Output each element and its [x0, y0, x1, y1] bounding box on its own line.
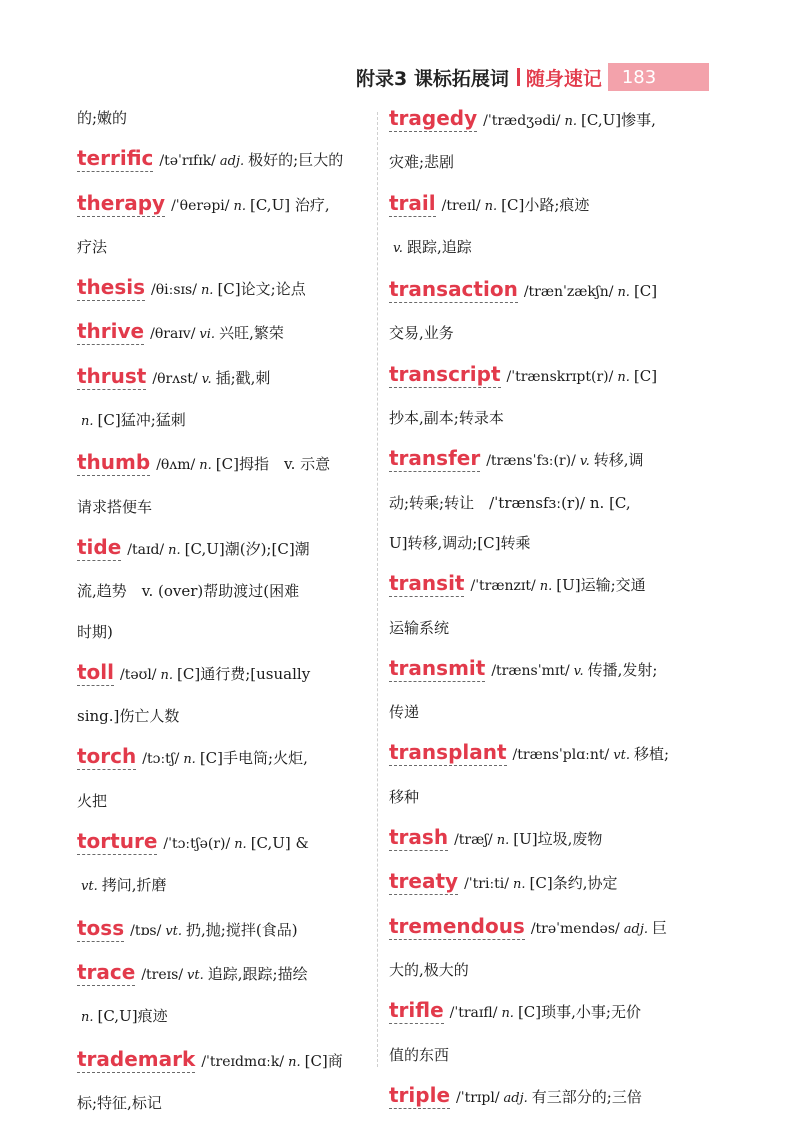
entry-line [389, 398, 673, 438]
definition: [C,U]惨事, [581, 111, 656, 129]
definition: [C] [633, 282, 658, 301]
phonetic: /ˈtrædʒədi/ [483, 113, 561, 129]
entry-line [77, 527, 367, 571]
entry-line [389, 227, 673, 269]
definition: 跟踪,追踪 [406, 237, 472, 256]
entry-line [77, 652, 367, 696]
entry-line [77, 356, 367, 400]
part-of-speech: adj. [219, 154, 245, 170]
definition: [C,U] & [250, 834, 309, 853]
entry-line [77, 487, 367, 527]
part-of-speech: v. [573, 663, 584, 679]
entry-line [389, 777, 673, 817]
dictionary-entry [389, 648, 673, 733]
phonetic: /taɪd/ [127, 541, 165, 558]
part-of-speech: n. [81, 1010, 94, 1026]
entry-line [77, 267, 367, 311]
entry-line [77, 1083, 367, 1123]
dictionary-entry [389, 183, 673, 270]
phonetic: /θiːsɪs/ [151, 282, 197, 299]
definition: 值的东西 [389, 1045, 450, 1064]
definition: [C]通行费;[usually [177, 664, 311, 683]
entry-line [389, 906, 673, 950]
headword: triple [389, 1082, 451, 1107]
headword: torch [77, 744, 137, 769]
headword: transmit [389, 655, 486, 680]
phonetic: /ˈtrænzɪt/ [470, 578, 536, 595]
dictionary-entry [389, 861, 673, 905]
part-of-speech: n. [81, 414, 94, 430]
definition: [C]小路;痕迹 [501, 195, 590, 214]
entry-line [389, 438, 673, 482]
headword: thrust [77, 363, 147, 388]
headword: transit [389, 571, 465, 596]
headword: trademark [77, 1046, 196, 1071]
part-of-speech: n. [484, 198, 498, 214]
entry-line [389, 732, 673, 776]
entry-line [77, 311, 367, 355]
headword: thrive [77, 319, 145, 344]
definition: 运输系统 [389, 618, 450, 637]
dictionary-entry [389, 563, 673, 648]
phonetic: /tɒs/ [130, 922, 162, 939]
entry-line [389, 648, 673, 692]
definition: [C]商 [304, 1051, 343, 1070]
dictionary-entry [77, 356, 367, 443]
entry-line [389, 98, 673, 142]
entry-line [389, 1075, 673, 1119]
headword: tremendous [389, 913, 525, 938]
page-number: 183 [608, 63, 709, 91]
dictionary-entry [77, 527, 367, 652]
part-of-speech: n. [513, 877, 526, 893]
definition: [C]拇指 v. 示意 [215, 455, 331, 474]
headword: transcript [389, 361, 501, 386]
phonetic: /θraɪv/ [150, 326, 196, 343]
entry-line [389, 817, 673, 861]
entry-line [77, 696, 367, 736]
dictionary-entry [389, 817, 673, 861]
definition: 大的,极大的 [389, 960, 469, 979]
definition: [C]条约,协定 [529, 874, 618, 893]
phonetic: /ˈθerəpi/ [171, 197, 230, 214]
entry-line [77, 821, 367, 865]
phonetic: /ˈtɔːtʃə(r)/ [163, 836, 231, 853]
definition: [C]论文;论点 [217, 280, 306, 299]
dictionary-entry [77, 267, 367, 311]
definition: [C]琐事,小事;无价 [517, 1003, 641, 1022]
entry-line [389, 950, 673, 990]
phonetic: /trəˈmendəs/ [530, 920, 620, 937]
definition: 标;特征,标记 [77, 1093, 162, 1112]
entry-line [77, 908, 367, 952]
entry-line [389, 313, 673, 353]
definition: 移种 [389, 787, 420, 806]
headword: trail [389, 190, 436, 215]
dictionary-entry [389, 906, 673, 991]
headword: tide [77, 534, 122, 559]
definition: 传递 [389, 703, 420, 722]
dictionary-entry [389, 269, 673, 354]
part-of-speech: n. [233, 198, 247, 214]
dictionary-entry [77, 183, 367, 268]
part-of-speech: n. [539, 579, 553, 595]
phonetic: /θʌm/ [156, 457, 196, 474]
continuation-line: 的;嫩的 [77, 109, 128, 127]
definition: [C,U] 治疗, [250, 195, 330, 214]
entry-line [77, 612, 367, 652]
dictionary-entry [77, 138, 367, 182]
column-divider [377, 112, 378, 1067]
headword: trifle [389, 998, 444, 1023]
dictionary-entry [77, 908, 367, 952]
part-of-speech: n. [160, 667, 174, 683]
definition: 拷问,折磨 [101, 876, 167, 895]
headword: terrific [77, 146, 154, 171]
definition: [U]垃圾,废物 [513, 830, 603, 849]
part-of-speech: n. [234, 837, 247, 853]
dictionary-entry [77, 1039, 367, 1124]
definition: 疗法 [77, 237, 108, 256]
dictionary-entry [389, 438, 673, 563]
part-of-speech: adj. [623, 921, 648, 937]
phonetic: /təʊl/ [120, 666, 157, 683]
part-of-speech: v. [393, 240, 403, 256]
headword: torture [77, 829, 158, 854]
definition: [C]猛冲;猛刺 [97, 411, 186, 430]
definition: [C,U]痕迹 [97, 1007, 168, 1026]
phonetic: /trænsˈfɜː(r)/ [486, 453, 576, 470]
headword: trace [77, 959, 136, 984]
header-divider [517, 68, 520, 86]
dictionary-entry [77, 736, 367, 821]
entry-line [389, 861, 673, 905]
definition: [C] [633, 366, 658, 385]
definition: 灾难;悲剧 [389, 153, 455, 172]
phonetic: /træʃ/ [454, 832, 493, 849]
dictionary-entry [77, 952, 367, 1039]
headword: thumb [77, 450, 151, 475]
definition: 插;戳,刺 [215, 368, 271, 387]
page-header [356, 62, 709, 92]
phonetic: /ˈtreɪdmɑːk/ [201, 1053, 285, 1070]
part-of-speech: n. [199, 458, 212, 474]
section-subtitle: 随身速记 [525, 67, 602, 90]
entry-line [77, 865, 367, 907]
entry-line [389, 990, 673, 1034]
part-of-speech: vi. [199, 327, 216, 343]
part-of-speech: n. [288, 1054, 301, 1070]
definition: 火把 [77, 791, 108, 810]
part-of-speech: n. [496, 833, 510, 849]
definition: 兴旺,繁荣 [219, 324, 284, 343]
definition: 交易,业务 [389, 324, 454, 343]
phonetic: /treɪs/ [141, 966, 184, 983]
part-of-speech: vt. [81, 879, 98, 895]
definition: 转移,调 [593, 451, 644, 470]
part-of-speech: vt. [165, 923, 183, 939]
phonetic: /ˈtriːti/ [464, 876, 509, 893]
dictionary-entry [389, 98, 673, 183]
entry-line [389, 142, 673, 182]
phonetic: /ˈtraɪfl/ [449, 1005, 498, 1022]
entry-line [389, 354, 673, 398]
headword: toll [77, 659, 115, 684]
entry-line [77, 400, 367, 442]
entry-line [77, 996, 367, 1038]
dictionary-entry [389, 732, 673, 817]
entry-line [77, 571, 367, 611]
phonetic: /təˈrɪfɪk/ [159, 153, 216, 170]
dictionary-entry [389, 990, 673, 1075]
entry-line [389, 692, 673, 732]
dictionary-entry [389, 354, 673, 439]
phonetic: /ˈtrɪpl/ [456, 1089, 500, 1106]
phonetic: /trænˈzækʃn/ [523, 284, 614, 301]
right-column [389, 98, 673, 1119]
headword: treaty [389, 869, 459, 894]
definition: 巨 [652, 918, 668, 937]
definition: 扔,抛;搅拌(食品) [186, 920, 298, 939]
headword: transaction [389, 277, 518, 302]
entry-line [77, 227, 367, 267]
definition: 追踪,跟踪;描绘 [207, 964, 308, 983]
headword: toss [77, 915, 125, 940]
phonetic: /trænsˈmɪt/ [491, 662, 570, 679]
entry-line [77, 1039, 367, 1083]
entry-line [77, 952, 367, 996]
entry-line [389, 608, 673, 648]
definition: [U]运输;交通 [556, 576, 646, 595]
entry-line [389, 563, 673, 607]
part-of-speech: n. [501, 1006, 514, 1022]
part-of-speech: n. [617, 285, 630, 301]
dictionary-entry [77, 442, 367, 527]
definition: 传播,发射; [587, 660, 658, 679]
headword: thesis [77, 275, 146, 300]
part-of-speech: v. [579, 454, 590, 470]
phonetic: /ˈtrænskrɪpt(r)/ [506, 368, 614, 385]
definition: [C,U]潮(汐);[C]潮 [184, 539, 310, 558]
part-of-speech: n. [168, 542, 181, 558]
phonetic: /treɪl/ [441, 197, 481, 214]
dictionary-entry [389, 1075, 673, 1119]
definition: 流,趋势 v. (over)帮助渡过(困难 [77, 582, 300, 601]
headword: trash [389, 825, 449, 850]
part-of-speech: v. [201, 371, 212, 387]
part-of-speech: n. [564, 114, 578, 129]
phonetic: /trænsˈplɑːnt/ [512, 747, 610, 764]
definition: 有三部分的;三倍 [531, 1087, 642, 1106]
entry-line [389, 1035, 673, 1075]
headword: transplant [389, 740, 507, 765]
dictionary-entry [77, 311, 367, 355]
part-of-speech: n. [183, 752, 196, 768]
left-column [77, 98, 367, 1123]
part-of-speech: n. [617, 369, 630, 385]
definition: [C]手电筒;火炬, [199, 749, 308, 768]
entry-line [389, 483, 673, 523]
part-of-speech: n. [200, 283, 214, 299]
entry-line [77, 183, 367, 227]
headword: transfer [389, 446, 481, 471]
definition: sing.]伤亡人数 [77, 707, 180, 726]
entry-line [77, 442, 367, 486]
headword: tragedy [389, 106, 478, 130]
entry-line [77, 736, 367, 780]
entry-line [77, 781, 367, 821]
part-of-speech: vt. [187, 967, 204, 983]
dictionary-entry [77, 821, 367, 908]
definition: 请求搭便车 [77, 497, 153, 516]
entry-line [389, 269, 673, 313]
entry-line [77, 138, 367, 182]
definition: 时期) [77, 622, 113, 641]
definition: U]转移,调动;[C]转乘 [389, 533, 531, 552]
part-of-speech: adj. [503, 1090, 528, 1106]
entry-line [389, 523, 673, 563]
dictionary-entry [77, 652, 367, 737]
definition: 移植; [633, 745, 670, 764]
phonetic: /θrʌst/ [152, 370, 198, 387]
headword: therapy [77, 190, 166, 215]
definition: 抄本,副本;转录本 [389, 409, 504, 428]
part-of-speech: vt. [613, 748, 630, 764]
phonetic: /tɔːtʃ/ [142, 751, 180, 768]
entry-line [389, 183, 673, 227]
definition: 极好的;巨大的 [248, 151, 344, 170]
definition: 动;转乘;转让 /ˈtrænsfɜː(r)/ n. [C, [389, 493, 631, 512]
appendix-title: 附录3 课标拓展词 [356, 67, 509, 90]
